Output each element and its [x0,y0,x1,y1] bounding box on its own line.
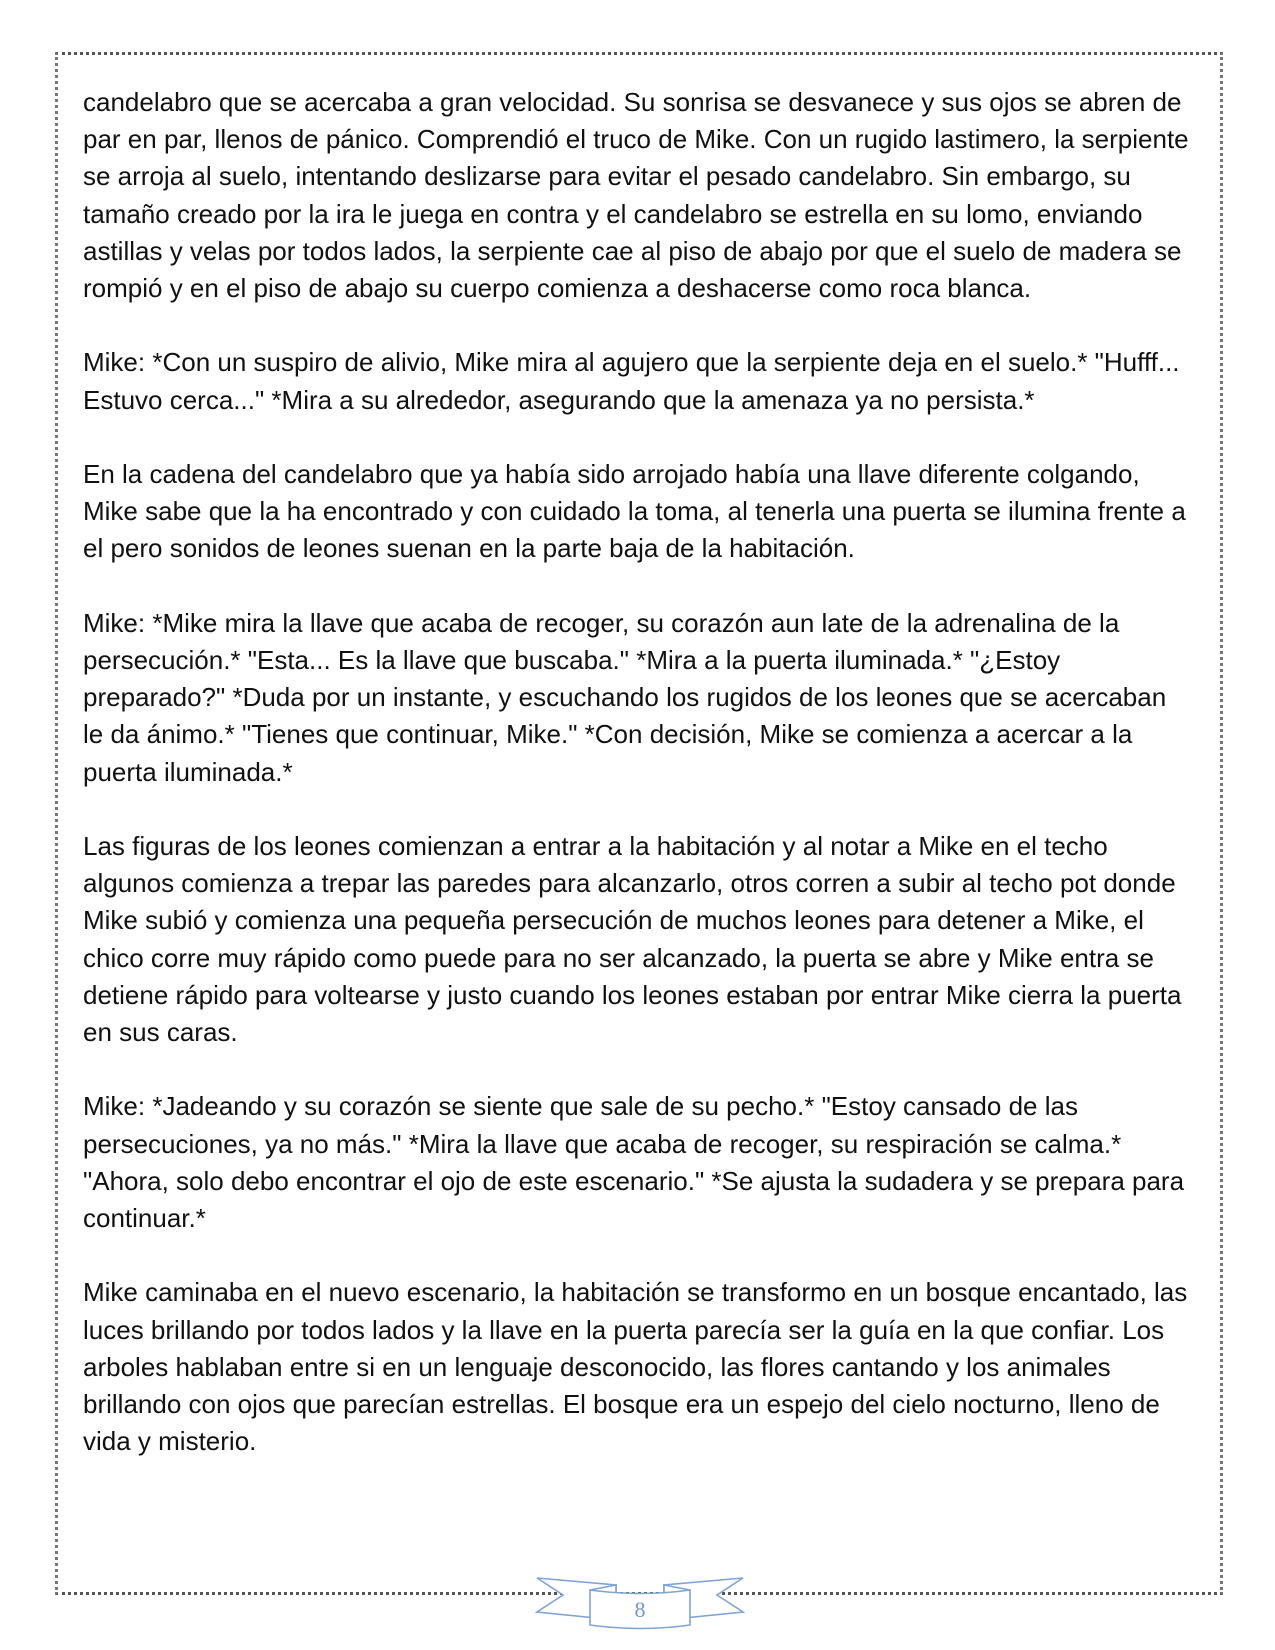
paragraph: candelabro que se acercaba a gran velocidad. Su sonrisa se desvanece y sus ojos se abren de par en par, llenos de pánico. Comprendió el truco de Mike. Con un rugido lastimero, la serpiente se arroja al suelo, intentando deslizarse para evitar el pesado candelabro. Sin embargo, su tamaño creado por la ira le juega en contra y el candelabro se estrella en su lomo, enviando astillas y velas por todos lados, la serpiente cae al piso de abajo por que el suelo de madera se rompió y en el piso de abajo su cuerpo comienza a deshacerse como roca blanca. [83,87,1189,304]
document-body [83,84,1193,1498]
paragraph: Mike: *Jadeando y su corazón se siente que sale de su pecho.* "Estoy cansado de las persecuciones, ya no más." *Mira la llave que acaba de recoger, su respiración se calma.* "Ahora, solo debo encontrar el ojo de este escenario." *Se ajusta la sudadera y se prepara para continuar.* [83,1091,1185,1234]
paragraph: Las figuras de los leones comienzan a entrar a la habitación y al notar a Mike en el techo algunos comienza a trepar las paredes para alcanzarlo, otros corren a subir al techo pot donde Mike subió y comienza una pequeña persecución de muchos leones para detener a Mike, el chico corre muy rápido como puede para no ser alcanzado, la puerta se abre y Mike entra se detiene rápido para voltearse y justo cuando los leones estaban por entrar Mike cierra la puerta en sus caras. [83,831,1182,1048]
paragraph: Mike: *Con un suspiro de alivio, Mike mira al agujero que la serpiente deja en el suelo.* "Hufff... Estuvo cerca..." *Mira a su alrededor, asegurando que la amenaza ya no persista.* [83,347,1180,415]
paragraph: En la cadena del candelabro que ya había sido arrojado había una llave diferente colgando, Mike sabe que la ha encontrado y con cuidado la toma, al tenerla una puerta se ilumina frente a el pero sonidos de leones suenan en la parte baja de la habitación. [83,459,1186,564]
paragraph: Mike: *Mike mira la llave que acaba de recoger, su corazón aun late de la adrenalina de la persecución.* "Esta... Es la llave que buscaba." *Mira a la puerta iluminada.* "¿Estoy preparado?" *Duda por un instante, y escuchando los rugidos de los leones que se acercaban le da ánimo.* "Tienes que continuar, Mike." *Con decisión, Mike se comienza a acercar a la puerta iluminada.* [83,607,1167,787]
page-number: 8 [634,1597,646,1622]
paragraph: Mike caminaba en el nuevo escenario, la habitación se transformo en un bosque encantado, las luces brillando por todos lados y la llave en la puerta parecía ser la guía en la que confiar. Los arboles hablaban entre si en un lenguaje desconocido, las flores cantando y los animales brillando con ojos que parecían estrellas. El bosque era un espejo del cielo nocturno, lleno de vida y misterio. [83,1277,1188,1457]
